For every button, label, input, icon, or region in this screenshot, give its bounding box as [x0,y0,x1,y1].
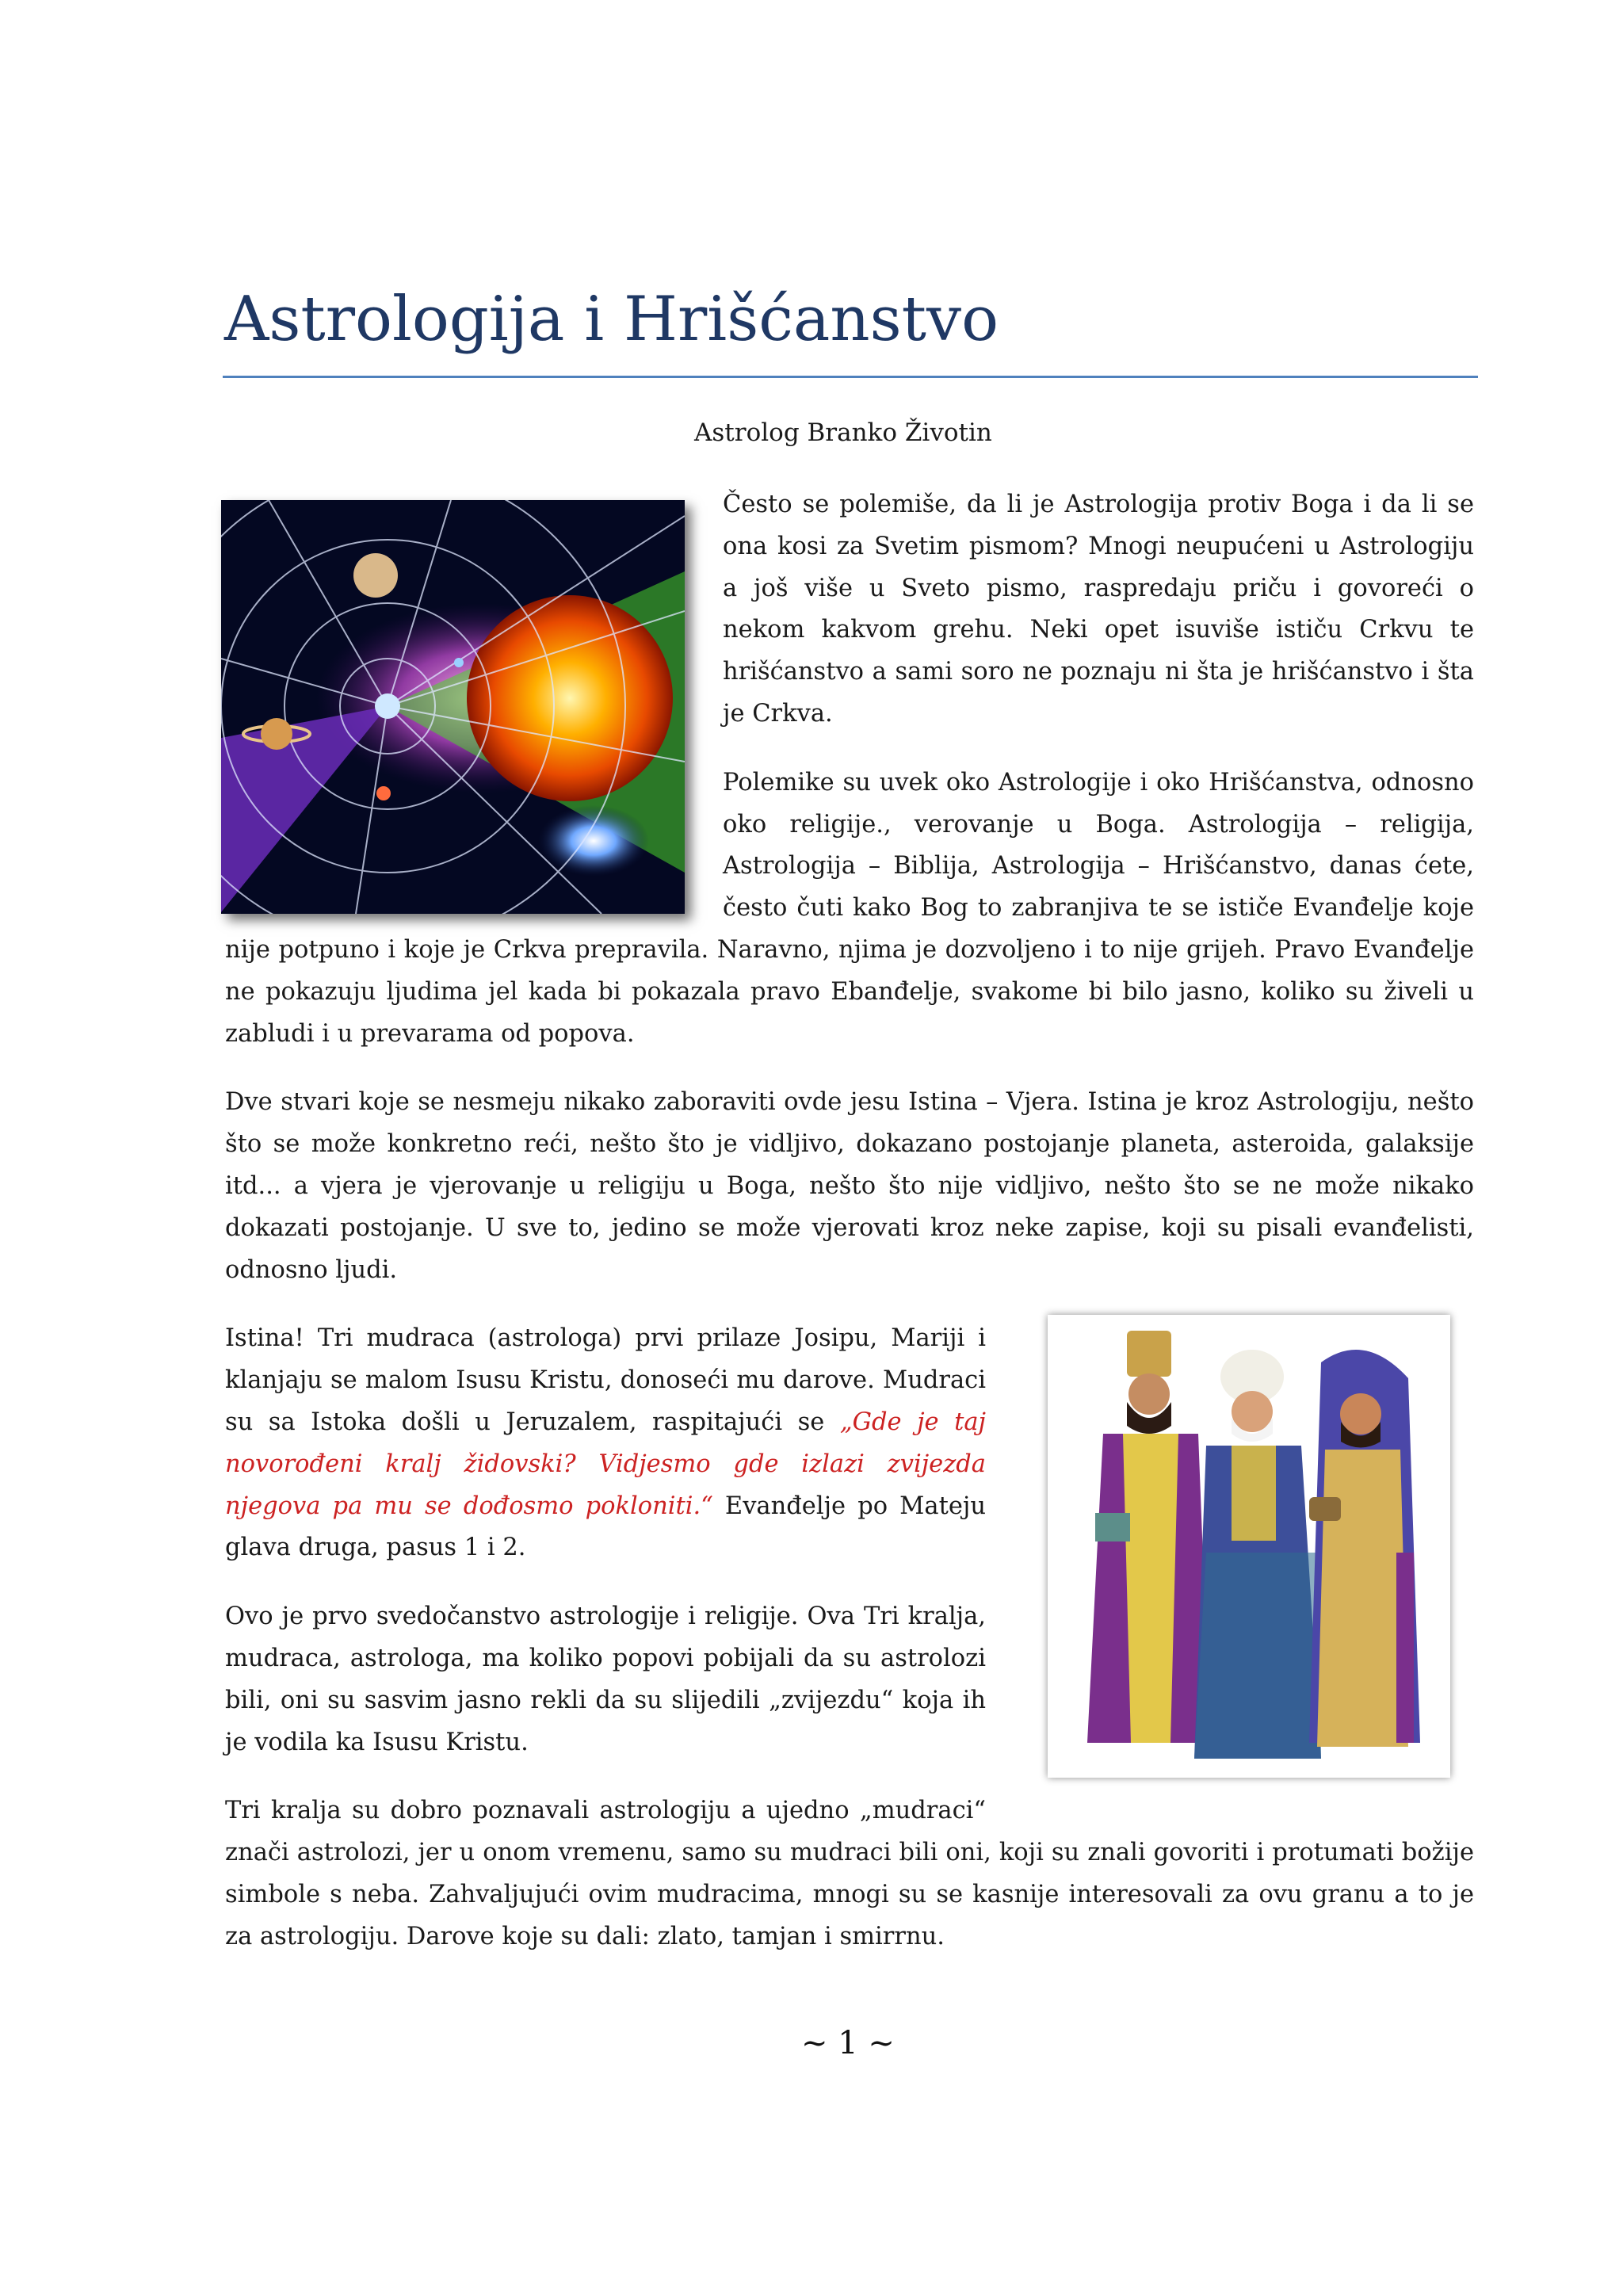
page-number: ~ 1 ~ [801,2025,895,2061]
paragraph-3: Dve stvari koje se nesmeju nikako zaboraviti ovde jesu Istina – Vjera. Istina je kroz Astrologiju, nešto što se može konkretno reći, nešto što je vidljivo, dokazano postojanje planeta, asteroida, galaksije itd... a vjera je vjerovanje u religiju u Boga, nešto što nije vidljivo, nešto što se ne može nikako dokazati postojanje. U sve to, jedino se može vjerovati kroz neke zapise, koji su pisali evanđelisti, odnosno ljudi. [225,1088,1474,1284]
magi-text-before: Istina! Tri mudraca (astrologa) prvi prilaze Josipu, Mariji i klanjaju se malom Isusu Kristu, donoseći mu darove. Mudraci su sa Istoka došli u Jeruzalem, raspitajući se [225,1324,986,1436]
paragraph-4: Ovo je prvo svedočanstvo astrologije i religije. Ova Tri kralja, mudraca, astrologa, ma koliko popovi pobijali da su astrolozi bili, oni su sasvim jasno rekli da su slijedili „zvijezdu“ koja ih je vodila ka Isusu Kristu. [225,1603,986,1756]
three-magi-illustration [1048,1315,1450,1778]
article-body [225,484,1474,1985]
magi-text-after: Evanđelje po Mateju glava druga, pasus 1 i 2. [225,1492,986,1562]
title-underline [223,376,1478,378]
cosmos-illustration [221,500,685,914]
page-title: Astrologija i Hrišćanstvo [224,284,999,355]
paragraph-1: Često se polemiše, da li je Astrologija protiv Boga i da li se ona kosi za Svetim pismom? Mnogi neupućeni u Astrologiju a još više u Sveto pismo, raspredaju priču i govoreći o nekom kakvom grehu. Neki opet isuviše ističu Crkvu te hrišćanstvo a sami soro ne poznaju ni šta je hrišćanstvo i šta je Crkva. [723,491,1474,728]
paragraph-2: Polemike su uvek oko Astrologije i oko Hrišćanstva, odnosno oko religije., verovanje u Boga. Astrologija – religija, Astrologija – Biblija, Astrologija – Hrišćanstvo, danas ćete, često čuti kako Bog to zabranjiva te se ističe Evanđelje koje nije potpuno i koje je Crkva prepravila. Naravno, njima je dozvoljeno i to nije grijeh. Pravo Evanđelje ne pokazuju ljudima jel kada bi pokazala pravo Ebanđelje, svakome bi bilo jasno, koliko su živeli u zabludi i u prevarama od popova. [225,768,1474,1048]
author-line: Astrolog Branko Životin [694,418,992,447]
paragraph-5: Tri kralja su dobro poznavali astrologiju a ujedno „mudraci“ znači astrolozi, jer u onom vremenu, samo su mudraci bili oni, koji su znali govoriti i protumati božije simbole s neba. Zahvaljujući ovim mudracima, mnogi su se kasnije interesovali za ovu granu a to je za astrologiju. Darove koje su dali: zlato, tamjan i smirrnu. [225,1797,1474,1950]
gospel-quote: „Gde je taj novorođeni kralj židovski? Vidjesmo gde izlazi zvijezda njegova pa mu se dođosmo pokloniti.“ [225,1408,986,1520]
